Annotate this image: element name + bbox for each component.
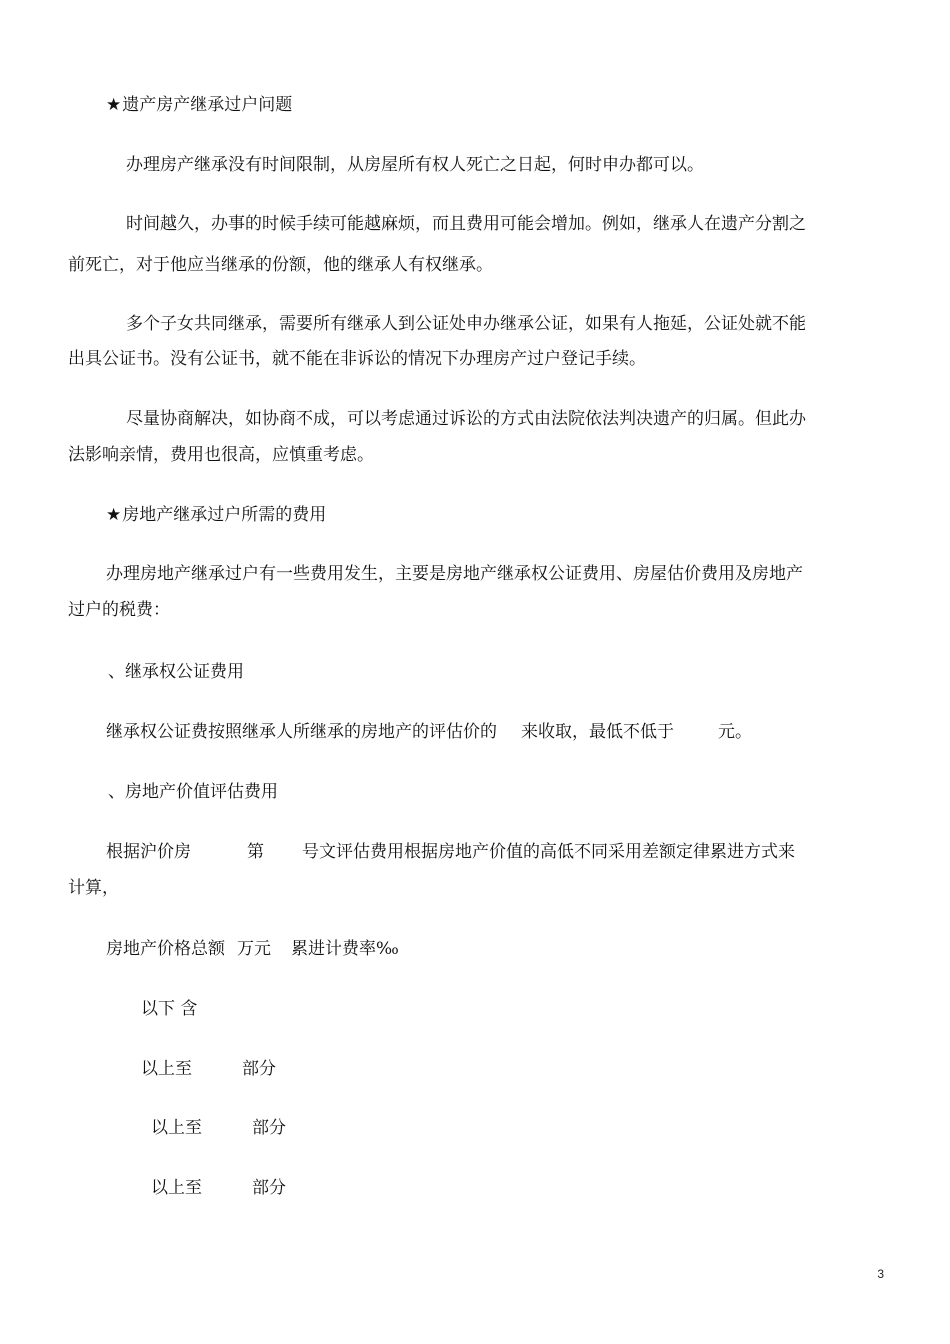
paragraph-fees-intro-line1: 办理房地产继承过户有一些费用发生，主要是房地产继承权公证费用、房屋估价费用及房地产 [106,564,803,584]
paragraph-multiple-children-line1: 多个子女共同继承，需要所有继承人到公证处申办继承公证，如果有人拖延，公证处就不能 [126,314,806,334]
text-segment: 以上至 [151,1178,202,1198]
text-segment: 部分 [252,1178,286,1198]
text-segment: 房地产价格总额 [106,939,225,959]
paragraph-fees-intro-line2: 过户的税费： [68,600,170,620]
paragraph-valuation-basis-line2: 计算， [68,878,119,898]
text-segment: 根据沪价房 [106,842,191,862]
paragraph-multiple-children-line2: 出具公证书。没有公证书，就不能在非诉讼的情况下办理房产过户登记手续。 [68,349,646,369]
paragraph-time-longer-line1: 时间越久，办事的时候手续可能越麻烦，而且费用可能会增加。例如，继承人在遗产分割之 [126,214,806,234]
text-segment: 以上至 [151,1118,202,1138]
text-segment: 继承权公证费按照继承人所继承的房地产的评估价的 [106,722,497,742]
list-item-valuation-fee: 、房地产价值评估费用 [108,782,278,802]
fee-table-row [151,1176,286,1200]
paragraph-valuation-basis-line1 [106,840,795,864]
text-segment: 元。 [718,722,752,742]
text-segment: 第 [247,842,264,862]
paragraph-no-time-limit: 办理房产继承没有时间限制，从房屋所有权人死亡之日起，何时申办都可以。 [126,155,704,175]
fee-table-header [106,937,399,961]
text-segment: 以上至 [141,1059,192,1079]
fee-table-row [151,1116,286,1140]
section-heading-fees [106,503,326,527]
text-segment: 号文评估费用根据房地产价值的高低不同采用差额定律累进方式来 [302,842,795,862]
paragraph-notary-fee-body [106,720,752,744]
text-segment: 部分 [242,1059,276,1079]
list-item-notary-fee: 、继承权公证费用 [108,662,244,682]
text-segment: 来收取，最低不低于 [521,722,674,742]
paragraph-negotiate-line2: 法影响亲情，费用也很高，应慎重考虑。 [68,445,374,465]
heading-text: 遗产房产继承过户问题 [122,95,293,115]
section-heading-inheritance-transfer [106,93,292,117]
fee-table-row [141,1057,276,1081]
text-segment: 万元 [237,939,271,959]
page-number: 3 [877,1267,884,1281]
paragraph-time-longer-line2: 前死亡，对于他应当继承的份额，他的继承人有权继承。 [68,255,493,275]
star-icon: ★ [106,95,122,115]
fee-table-row: 以下 含 [141,999,198,1019]
text-segment: 部分 [252,1118,286,1138]
heading-text: 房地产继承过户所需的费用 [122,505,327,525]
paragraph-negotiate-line1: 尽量协商解决，如协商不成，可以考虑通过诉讼的方式由法院依法判决遗产的归属。但此办 [126,409,806,429]
star-icon: ★ [106,505,122,525]
text-segment: 累进计费率‰ [291,939,399,959]
